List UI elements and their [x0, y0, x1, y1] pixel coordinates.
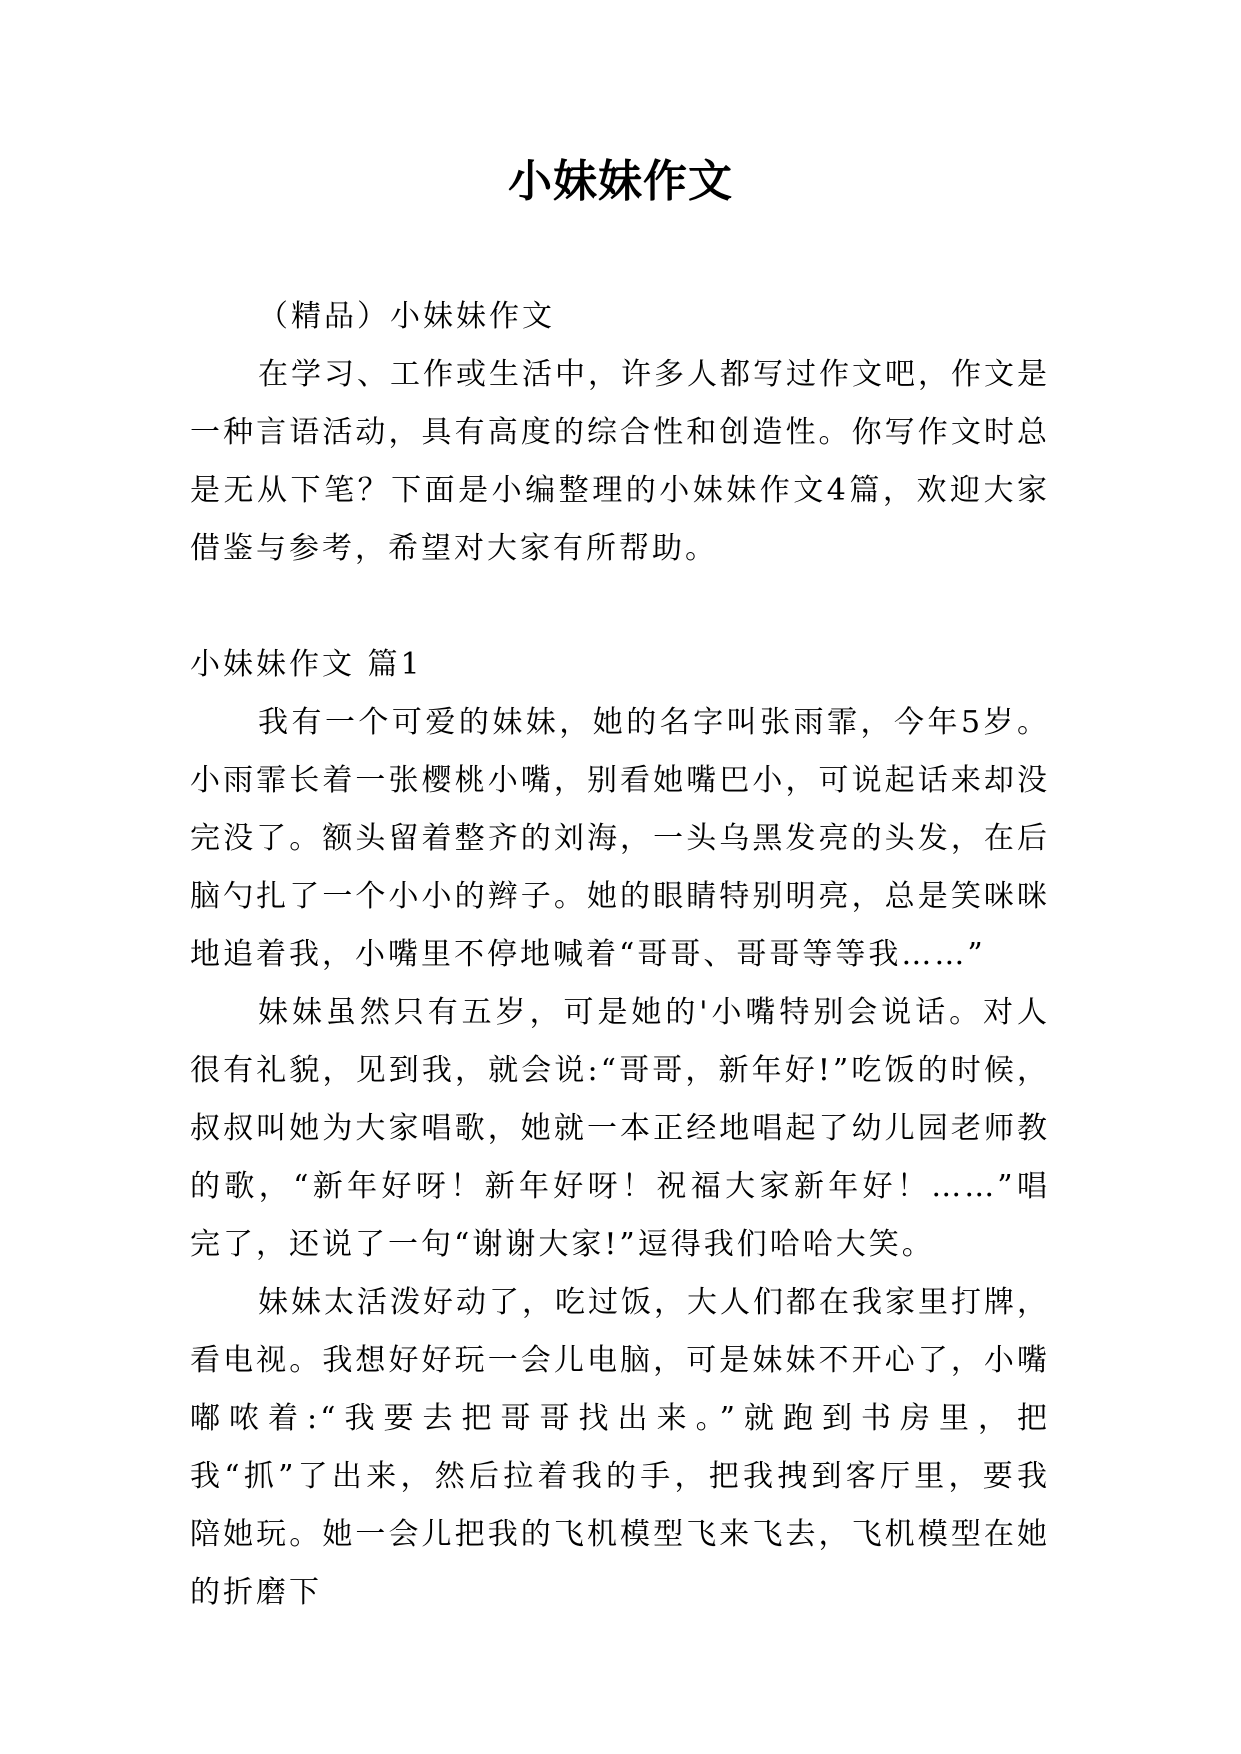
document-subtitle: （精品）小妹妹作文 — [258, 299, 555, 334]
body-paragraph: 妹妹太活泼好动了，吃过饭，大人们都在我家里打牌，看电视。我想好好玩一会儿电脑，可是妹妹不开心了，小嘴嘟哝着:“我要去把哥哥找出来。”就跑到书房里，把我“抓”了出来，然后拉着我的手，把我拽到客厅里，要我陪她玩。她一会儿把我的飞机模型飞来飞去，飞机模型在她的折磨下 — [190, 1285, 1050, 1610]
section-heading: 小妹妹作文 篇1 — [190, 647, 423, 682]
document-title: 小妹妹作文 — [508, 156, 733, 207]
section-spacer — [190, 578, 1050, 636]
intro-paragraph: 在学习、工作或生活中，许多人都写过作文吧，作文是一种言语活动，具有高度的综合性和创造性。你写作文时总是无从下笔？下面是小编整理的小妹妹作文4篇，欢迎大家借鉴与参考，希望对大家有所帮助。 — [190, 357, 1050, 566]
document-body — [190, 288, 1050, 1622]
body-paragraph: 妹妹虽然只有五岁，可是她的'小嘴特别会说话。对人很有礼貌，见到我，就会说:“哥哥，新年好!”吃饭的时候，叔叔叫她为大家唱歌，她就一本正经地唱起了幼儿园老师教的歌，“新年好呀！新年好呀！祝福大家新年好！……”唱完了，还说了一句“谢谢大家!”逗得我们哈哈大笑。 — [190, 995, 1050, 1262]
body-paragraph: 我有一个可爱的妹妹，她的名字叫张雨霏，今年5岁。小雨霏长着一张樱桃小嘴，别看她嘴巴小，可说起话来却没完没了。额头留着整齐的刘海，一头乌黑发亮的头发，在后脑勺扎了一个小小的辫子。她的眼睛特别明亮，总是笑咪咪地追着我，小嘴里不停地喊着“哥哥、哥哥等等我……” — [190, 705, 1050, 972]
